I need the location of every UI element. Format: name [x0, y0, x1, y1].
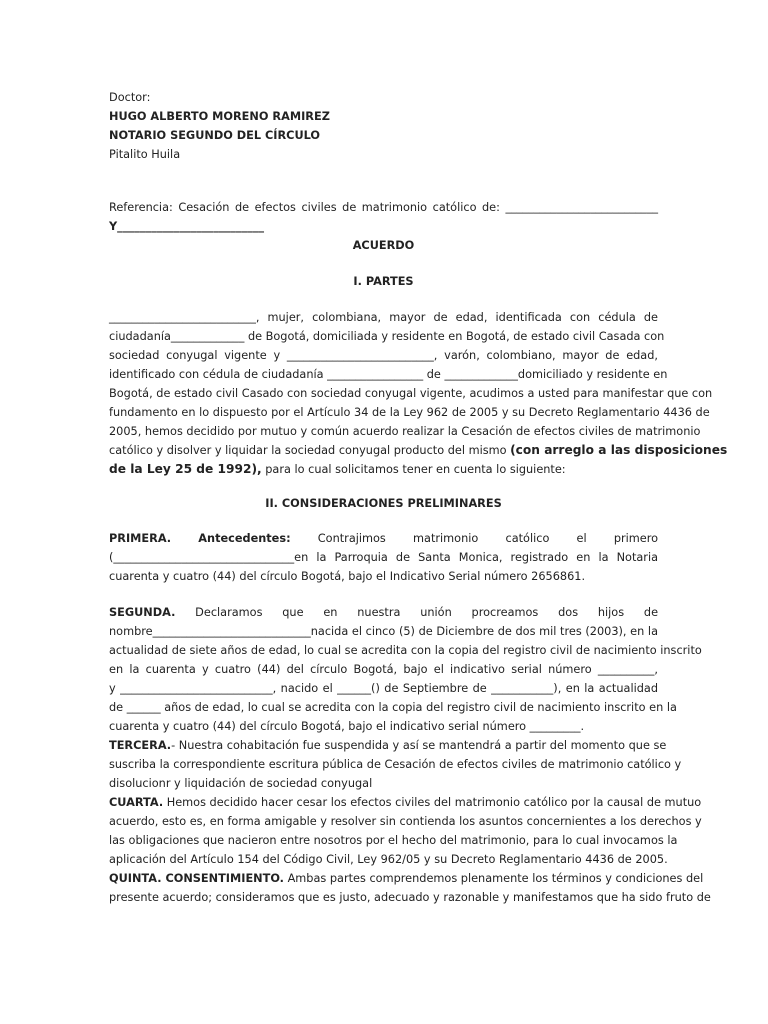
segunda-line: y ___________________________, nacido el ______() de Septiembre de ___________), en la actualidad [109, 682, 658, 695]
cuarta-line-1 [109, 793, 702, 812]
word: procreamos [471, 606, 539, 619]
segunda-line-1 [109, 603, 658, 622]
word: hijos [597, 606, 625, 619]
partes-line [109, 460, 658, 479]
primera-line-3: cuarenta y cuatro (44) del círculo Bogotá, bajo el Indicativo Serial número 2656861. [109, 570, 586, 583]
word: Declaramos [195, 606, 263, 619]
cuarta-line-2: acuerdo, esto es, en forma amigable y resolver sin contienda los asuntos concernientes a los derechos y [109, 815, 702, 828]
partes-text: para lo cual solicitamos tener en cuenta lo siguiente: [261, 463, 566, 476]
partes-line [109, 441, 728, 460]
addressee-title: NOTARIO SEGUNDO DEL CÍRCULO [109, 129, 321, 142]
partes-line: sociedad conyugal vigente y __________________________, varón, colombiano, mayor de edad, [109, 349, 658, 362]
cuarta-line-3: las obligaciones que nacieron entre nosotros por el hecho del matrimonio, para lo cual invocamos la [109, 834, 678, 847]
partes-line: fundamento en lo dispuesto por el Artículo 34 de la Ley 962 de 2005 y su Decreto Reglamentario 4436 de [109, 406, 710, 419]
partes-line: identificado con cédula de ciudadanía _________________ de _____________domiciliado y residente en [109, 368, 668, 381]
heading-consideraciones: II. CONSIDERACIONES PRELIMINARES [265, 497, 502, 510]
word: matrimonio [413, 532, 479, 545]
primera-line-2: (________________________________en la Parroquia de Santa Monica, registrado en la Notaria [109, 551, 658, 564]
word: el [576, 532, 587, 545]
word: que [282, 606, 304, 619]
word: unión [420, 606, 452, 619]
tercera-label: TERCERA. [109, 739, 172, 752]
quinta-line-2: presente acuerdo; consideramos que es justo, adecuado y razonable y manifestamos que ha sido fruto de [109, 891, 711, 904]
word: dos [558, 606, 579, 619]
tercera-text: - Nuestra cohabitación fue suspendida y así se mantendrá a partir del momento que se [171, 739, 667, 752]
segunda-label: SEGUNDA. [109, 606, 176, 619]
partes-line: __________________________, mujer, colombiana, mayor de edad, identificada con cédula de [109, 311, 658, 324]
partes-bold-text: de la Ley 25 de 1992), [109, 462, 262, 476]
tercera-line-3: disolucionr y liquidación de sociedad conyugal [109, 777, 373, 790]
word: en [323, 606, 338, 619]
quinta-text: Ambas partes comprendemos plenamente los términos y condiciones del [283, 872, 704, 885]
word: católico [505, 532, 550, 545]
partes-bold-text: (con arreglo a las disposiciones [510, 443, 728, 457]
partes-line: Bogotá, de estado civil Casado con sociedad conyugal vigente, acudimos a usted para manifestar que con [109, 387, 713, 400]
addressee-name: HUGO ALBERTO MORENO RAMIREZ [109, 110, 330, 123]
quinta-label: QUINTA. CONSENTIMIENTO. [109, 872, 284, 885]
heading-partes: I. PARTES [353, 275, 414, 288]
salutation: Doctor: [109, 91, 151, 104]
partes-text: católico y disolver y liquidar la sociedad conyugal producto del mismo [109, 444, 511, 457]
word: primero [613, 532, 659, 545]
partes-line: ciudadanía_____________ de Bogotá, domiciliada y residente en Bogotá, de estado civil Casada con [109, 330, 665, 343]
segunda-line: en la cuarenta y cuatro (44) del círculo Bogotá, bajo el indicativo serial número __________, [109, 663, 658, 676]
cuarta-line-4: aplicación del Artículo 154 del Código Civil, Ley 962/05 y su Decreto Reglamentario 4436 de 2005. [109, 853, 668, 866]
primera-label: PRIMERA. [109, 532, 172, 545]
reference-line-2: Y__________________________ [109, 220, 265, 233]
heading-acuerdo: ACUERDO [352, 239, 415, 252]
segunda-line: nombre____________________________nacida el cinco (5) de Diciembre de dos mil tres (2003), en la [109, 625, 658, 638]
word: de [643, 606, 659, 619]
primera-line-1 [109, 529, 658, 548]
segunda-line: de ______ años de edad, lo cual se acredita con la copia del registro civil de nacimiento inscrito en la [109, 701, 677, 714]
cuarta-label: CUARTA. [109, 796, 164, 809]
cuarta-text: Hemos decidido hacer cesar los efectos civiles del matrimonio católico por la causal de mutuo [163, 796, 702, 809]
word: nuestra [357, 606, 401, 619]
addressee-location: Pitalito Huila [109, 148, 181, 161]
tercera-line-1 [109, 736, 667, 755]
document-body [109, 0, 728, 907]
quinta-line-1 [109, 869, 704, 888]
segunda-line: actualidad de siete años de edad, lo cual se acredita con la copia del registro civil de nacimiento inscrito [109, 644, 702, 657]
primera-sublabel: Antecedentes: [198, 532, 291, 545]
segunda-line: cuarenta y cuatro (44) del círculo Bogotá, bajo el indicativo serial número _________. [109, 720, 585, 733]
reference-line: Referencia: Cesación de efectos civiles de matrimonio católico de: ___________________________ [109, 201, 658, 214]
partes-line: 2005, hemos decidido por mutuo y común acuerdo realizar la Cesación de efectos civiles de matrimonio [109, 425, 701, 438]
word: Contrajimos [317, 532, 386, 545]
tercera-line-2: suscriba la correspondiente escritura pública de Cesación de efectos civiles de matrimonio católico y [109, 758, 682, 771]
